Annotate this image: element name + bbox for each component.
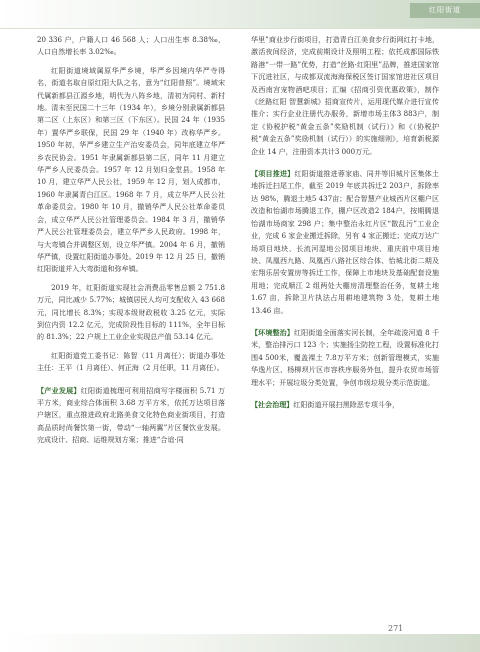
section-tag-industry: 【产业发展】 bbox=[37, 385, 81, 395]
section-tag-projects: 【项目推进】 bbox=[251, 169, 295, 179]
right-column bbox=[251, 34, 439, 417]
section-text-governance: 红阳街道开展扫黑除恶专项斗争， bbox=[293, 399, 400, 409]
section-governance bbox=[251, 399, 439, 411]
paragraph-industry-cont: 华里”商业步行街项目，打造青白江美食步行街网红打卡地，激活夜间经济，完成前期设计及照明工程；依托成都国际铁路港“一带一路”优势，打造“丝路·红阳里”品牌，推进国家馆下沉进社区，与成都双流海海保税区签订国家馆进社区项目及西南宫宠物酒吧项目；汇编《招商引资优惠政策》，制作《丝路红阳 智慧新城》招商宣传片，运用现代媒介进行宣传推介；实行企业注册代办服务，新增市场主体3 883户，制定《协税护税“黄金五条”奖励机制（试行）》和《（协税护税“黄金五条”奖励机制（试行））的实施细则》，培育新税源企业 14 户，注册资本共计3 000万元。 bbox=[251, 35, 439, 156]
section-projects bbox=[251, 168, 439, 317]
paragraph-leaders: 红阳街道党工委书记：陈智（11 月离任）；街道办事处主任：王平（1 月离任）、何正海（2 月任职，11 月离任）。 bbox=[37, 350, 225, 373]
footer-band bbox=[0, 634, 480, 652]
header-band bbox=[0, 0, 480, 28]
section-tag-environment: 【环境整治】 bbox=[251, 327, 294, 337]
section-industry bbox=[37, 385, 225, 447]
header-rule bbox=[0, 28, 480, 29]
page-number: 271 bbox=[388, 624, 404, 633]
section-tab: 红阳街道 bbox=[410, 3, 480, 18]
paragraph-population: 20 336 户，户籍人口 46 568 人；人口出生率 8.38‰，人口自然增长率 3.02‰。 bbox=[37, 35, 225, 57]
paragraph-history: 红阳街道境域属原华严乡境，华严乡因境内华严寺得名，街道名取自原红阳大队之名，意为“红阳普照”。境域宋代属新都县江源乡地，明代为八阵乡地，清初为同村、新村地。清末至民国二十三年（1934 年），乡境分别隶属新都县第二区（上东区）和第三区（下东区）。民国 24 年（1935 年）置华严乡联保，民国 29 年（1940 年）改称华严乡。1950 年初，华严乡建立生产治安委员会，同年底建立华严乡农民协会。1951 年隶属新都县第二区，同年 11 月建立华严乡人民委员会。1957 年 12 月划归金堂县。1958 年 10 月，建立华严人民公社，1959 年 12 月，划人成都市，1960 年隶属青白江区。1968 年 7 月，成立华严人民公社革命委员会。1980 年 10 月，撤销华严人民公社革命委员会，成立华严人民公社管理委员会。1984 年 3 月，撤销华严人民公社管理委员会，建立华严乡人民政府。1998 年，与大弯镇合并调整区划，设立华严镇。2004 年 6 月，撤销华严镇，设置红阳街道办事处。2019 年 12 月 25 日，撤销红阳街道并入大弯街道和弥牟镇。 bbox=[37, 65, 226, 274]
section-environment bbox=[251, 327, 439, 389]
paragraph-economy: 2019 年，红阳街道实现社会消费品零售总额 2 751.8万元，同比减少 5.77%；城镇居民人均可支配收入 43 668元，同比增长 8.3%；实现本级财政税收 3.25 亿元，实际到位内资 12.2 亿元，完成阶段性目标的 111%，全年目标的 81.3%；22 户规上工业企业实现总产值 53.14 亿元。 bbox=[37, 282, 225, 342]
left-column bbox=[37, 34, 225, 453]
section-text-environment: 红阳街道全面落实河长制，全年疏浚河道 8 千米，整治排污口 123 个；实施扬尘防控工程，设置标准化打围4 500米，覆盖裸土 7.8万平方米；创新管理模式，实施华逸片区、杨柳坝片区市容秩序服务外包，提升农贸市场管理水平；开展垃圾分类处置，争创市级垃圾分类示范街道。 bbox=[251, 327, 439, 387]
section-text-projects: 红阳街道推进蓉家庙、同井等旧城片区集体土地拆迁扫尾工作，截至 2019 年底共拆迁2 203户，拆除率达 98%，腾退土地5 437亩；配合智慧产业城西片区棚户区改造和怡湖市场腾退工作，棚户区改造2 184户，按期腾退怡湖市场商家 298 户；集中整治永红片区“散乱污”工业企业，完成 6 家企业搬迁拆除，另有 4 家正搬迁；完成万达广场项目地块、长流河湿地公园项目地块、重庆前中项目地块、凤凰西九路、凤凰西八路社区综合体、怡城北街二期及宏翔乐居安置房等拆迁工作，保障上市地块及基础配套设施用地；完成顺江 2 组两处大棚房清理整治任务，复耕土地 1.67 亩，拆除卫片执法占用耕地建筑物 3 处，复耕土地 13.46 亩。 bbox=[251, 169, 439, 315]
section-tag-governance: 【社会治理】 bbox=[251, 399, 294, 409]
section-text-industry: 红阳街道梳理可利用招商写字楼面积 5.71 万平方米，商业综合体面积 3.68 万平方米，依托万达项目落户辖区，重点推进政府北路美食文化特色商业街项目，打造高品质时尚餐饮第一街，带动“一轴两翼”片区餐饮业发展。完成设计、招商、运维规划方案；推进“合谊·同 bbox=[37, 385, 225, 445]
